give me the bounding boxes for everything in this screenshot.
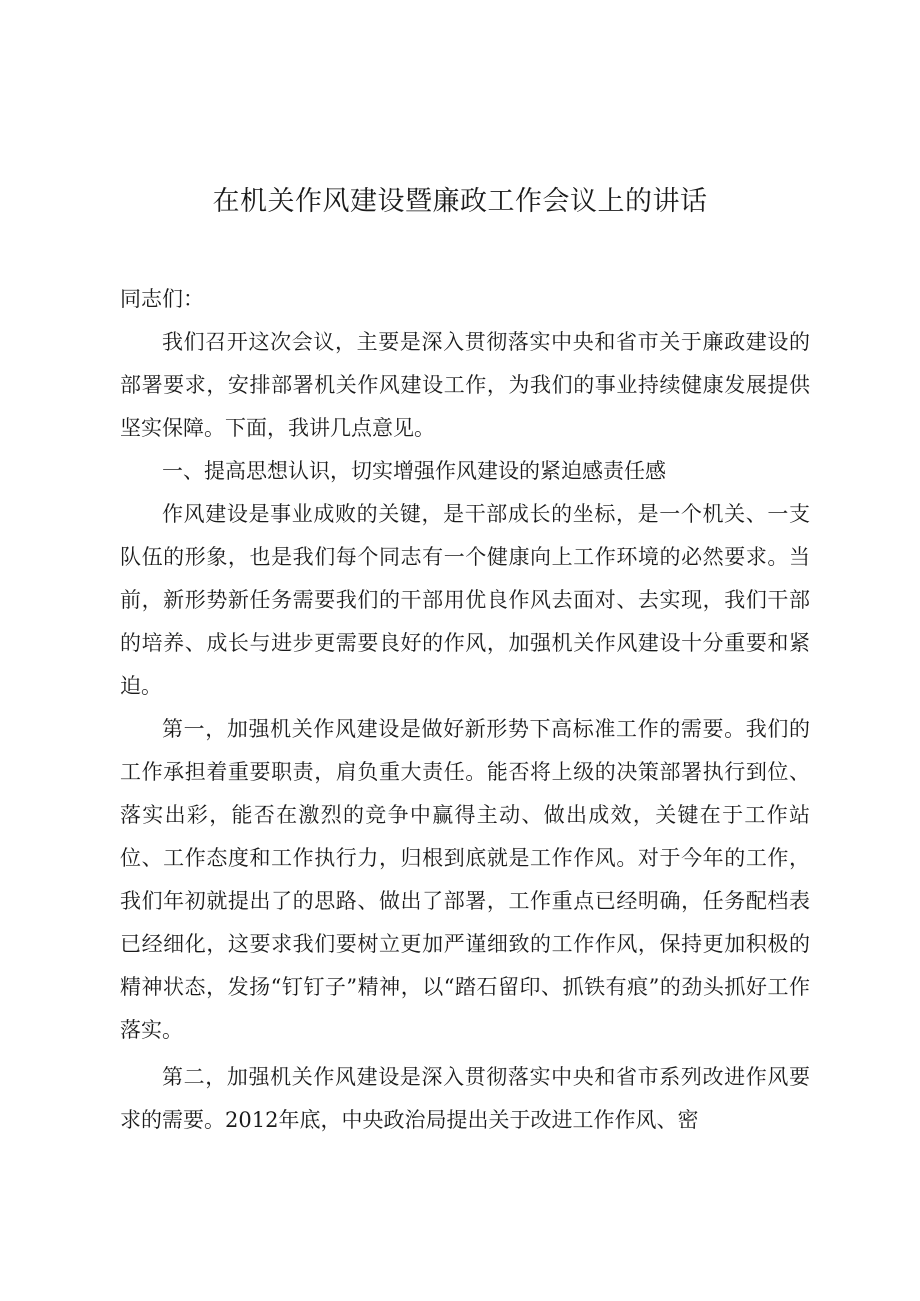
paragraph-point-2: 第二，加强机关作风建设是深入贯彻落实中央和省市系列改进作风要求的需要。2012年底，中央政治局提出关于改进工作作风、密 [120,1065,810,1132]
document-body [120,278,810,1142]
paragraph-section-1: 作风建设是事业成败的关键，是干部成长的坐标，是一个机关、一支队伍的形象，也是我们每个同志有一个健康向上工作环境的必然要求。当前，新形势新任务需要我们的干部用优良作风去面对、去实现，我们干部的培养、成长与进步更需要良好的作风，加强机关作风建设十分重要和紧迫。 [120,502,810,698]
paragraph-intro: 我们召开这次会议，主要是深入贯彻落实中央和省市关于廉政建设的部署要求，安排部署机关作风建设工作，为我们的事业持续健康发展提供坚实保障。下面，我讲几点意见。 [120,330,810,440]
salutation: 同志们： [120,287,204,311]
section-heading-1: 一、提高思想认识，切实增强作风建设的紧迫感责任感 [162,459,666,483]
paragraph-point-1: 第一，加强机关作风建设是做好新形势下高标准工作的需要。我们的工作承担着重要职责，肩负重大责任。能否将上级的决策部署执行到位、落实出彩，能否在激烈的竞争中赢得主动、做出成效，关键在于工作站位、工作态度和工作执行力，归根到底就是工作作风。对于今年的工作，我们年初就提出了的思路、做出了部署，工作重点已经明确，任务配档表已经细化，这要求我们要树立更加严谨细致的工作作风，保持更加积极的精神状态，发扬“钉钉子”精神，以“踏石留印、抓铁有痕”的劲头抓好工作落实。 [120,717,810,1042]
document-title: 在机关作风建设暨廉政工作会议上的讲话 [212,186,708,217]
